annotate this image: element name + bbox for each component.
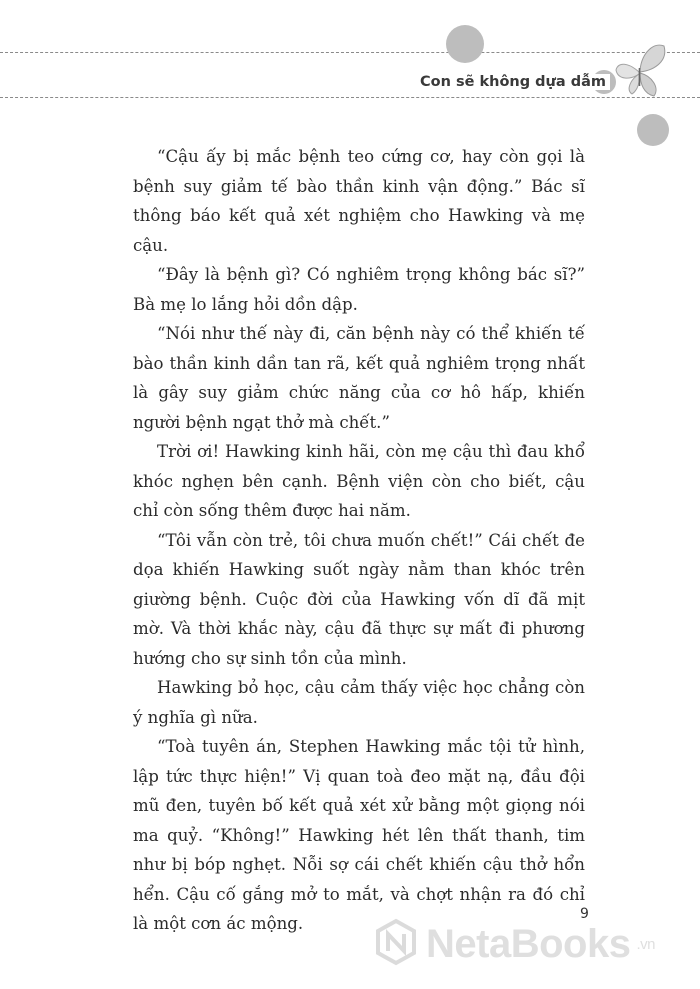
paragraph-4: Trời ơi! Hawking kinh hãi, còn mẹ cậu thì đau khổ khóc nghẹn bên cạnh. Bệnh viện còn cho biết, cậu chỉ còn sống thêm được hai năm. <box>133 442 585 520</box>
paragraph-6: Hawking bỏ học, cậu cảm thấy việc học chẳng còn ý nghĩa gì nữa. <box>133 678 585 727</box>
decor-circle-large <box>446 25 484 63</box>
watermark-brand: NetaBooks <box>426 921 631 966</box>
page-number: 9 <box>580 906 589 922</box>
paragraph-1: “Cậu ấy bị mắc bệnh teo cứng cơ, hay còn gọi là bệnh suy giảm tế bào thần kinh vận động.” Bác sĩ thông báo kết quả xét nghiệm cho Hawking và mẹ cậu. <box>133 147 585 255</box>
chapter-title: Con sẽ không dựa dẫm <box>416 74 610 90</box>
body-text <box>133 142 585 939</box>
header-dashed-line-top <box>0 52 700 53</box>
watermark <box>372 918 655 970</box>
watermark-suffix: .vn <box>636 935 655 953</box>
decor-circle-medium <box>637 114 669 146</box>
paragraph-7: “Toà tuyên án, Stephen Hawking mắc tội tử hình, lập tức thực hiện!” Vị quan toà đeo mặt nạ, đầu đội mũ đen, tuyên bố kết quả xét xử bằng một giọng nói ma quỷ. “Không!” Hawking hét lên thất thanh, tim như bị bóp nghẹt. Nỗi sợ cái chết khiến cậu thở hổn hển. Cậu cố gắng mở to mắt, và chợt nhận ra đó chỉ là một cơn ác mộng. <box>133 737 585 933</box>
butterfly-icon <box>612 40 668 104</box>
paragraph-2: “Đây là bệnh gì? Có nghiêm trọng không bác sĩ?” Bà mẹ lo lắng hỏi dồn dập. <box>133 265 585 314</box>
paragraph-5: “Tôi vẫn còn trẻ, tôi chưa muốn chết!” Cái chết đe dọa khiến Hawking suốt ngày nằm than khóc trên giường bệnh. Cuộc đời của Hawking vốn dĩ đã mịt mờ. Và thời khắc này, cậu đã thực sự mất đi phương hướng cho sự sinh tồn của mình. <box>133 530 585 668</box>
header-dashed-line-bottom <box>0 97 700 98</box>
paragraph-3: “Nói như thế này đi, căn bệnh này có thể khiến tế bào thần kinh dần tan rã, kết quả nghiêm trọng nhất là gây suy giảm chức năng của cơ hô hấp, khiến người bệnh ngạt thở mà chết.” <box>133 324 585 432</box>
netabooks-logo-icon <box>372 918 420 970</box>
